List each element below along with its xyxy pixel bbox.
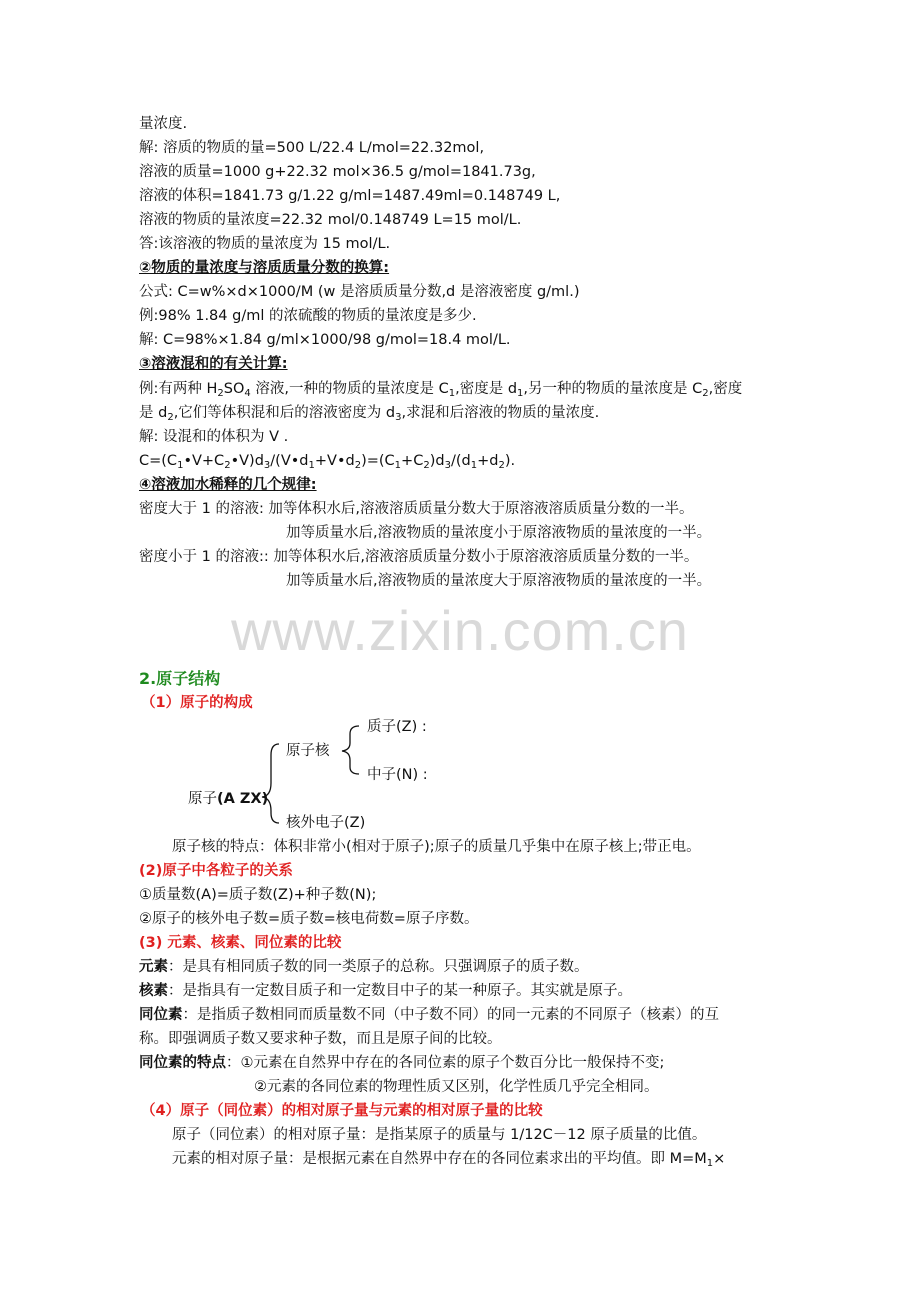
text-line: ②原子的核外电子数=质子数=核电荷数=原子序数。 (139, 911, 479, 927)
text-line: 称。即强调质子数又要求种子数，而且是原子间的比较。 (139, 1031, 502, 1047)
subsection-heading: （1）原子的构成 (141, 695, 253, 711)
text-line: 公式: C=w%×d×1000/M (w 是溶质质量分数,d 是溶液密度 g/ml.) (139, 284, 580, 300)
text-line: 元素的相对原子量：是根据元素在自然界中存在的各同位素求出的平均值。即 $M=M_1\times$ (172, 1151, 726, 1169)
subsection-heading: （4）原子（同位素）的相对原子量与元素的相对原子量的比较 (141, 1103, 543, 1119)
definition-line: 核素：是指具有一定数目质子和一定数目中子的某一种原子。其实就是原子。 (139, 983, 632, 999)
rule-line: 密度大于 1 的溶液: 加等体积水后,溶液溶质质量分数大于原溶液溶质质量分数的一半。 (139, 501, 694, 517)
section-heading: ③溶液混和的有关计算: (139, 356, 288, 372)
definition-line: 同位素：是指质子数相同而质量数不同（中子数不同）的同一元素的不同原子（核素）的互 (139, 1007, 719, 1023)
example-line: 是 $d_2$,它们等体积混和后的溶液密度为 $d_3$,求混和后溶液的物质的量浓度. (139, 405, 600, 423)
neutron-label: 中子(N) : (367, 767, 428, 783)
rule-line: 加等质量水后,溶液物质的量浓度小于原溶液物质的量浓度的一半。 (286, 525, 712, 541)
text-line: 溶液的质量=1000 g+22.32 mol×36.5 g/mol=1841.73g, (139, 164, 536, 180)
text-line: 解: 溶质的物质的量=500 L/22.4 L/mol=22.32mol, (139, 140, 485, 156)
formula-line: $C=(C_1•V+C_2•V)d_3/(V•d_1+V•d_2)=(C_1+C_2)d_3/(d_1+d_2)$. (139, 453, 516, 471)
section-heading: ②物质的量浓度与溶质质量分数的换算: (139, 260, 390, 276)
text-line: 例:98% 1.84 g/ml 的浓硫酸的物质的量浓度是多少. (139, 308, 477, 324)
electron-label: 核外电子(Z) (286, 815, 366, 831)
text-line: 答:该溶液的物质的量浓度为 15 mol/L. (139, 236, 391, 252)
text-line: 解: 设混和的体积为 V . (139, 429, 289, 445)
subsection-heading: (2)原子中各粒子的关系 (139, 863, 293, 879)
subsection-heading: (3) 元素、核素、同位素的比较 (139, 935, 342, 951)
text-line: 原子（同位素）的相对原子量：是指某原子的质量与 1/12C－12 原子质量的比值。 (172, 1127, 707, 1143)
rule-line: 加等质量水后,溶液物质的量浓度大于原溶液物质的量浓度的一半。 (286, 573, 712, 589)
text-line: ①质量数(A)=质子数(Z)+种子数(N); (139, 887, 377, 903)
chapter-title: 2.原子结构 (139, 669, 221, 688)
example-line: 例:有两种 $H_2SO_4$ 溶液,一种的物质的量浓度是 $C_1$,密度是 $d_1$,另一种的物质的量浓度是 $C_2$,密度 (139, 381, 743, 399)
text-line: 原子核的特点：体积非常小(相对于原子);原子的质量几乎集中在原子核上;带正电。 (172, 839, 701, 855)
nucleus-label: 原子核 (286, 743, 330, 759)
section-heading: ④溶液加水稀释的几个规律: (139, 477, 317, 493)
text-line: 溶液的物质的量浓度=22.32 mol/0.148749 L=15 mol/L. (139, 212, 522, 228)
definition-line: 同位素的特点：①元素在自然界中存在的各同位素的原子个数百分比一般保持不变; (139, 1055, 665, 1071)
proton-label: 质子(Z) : (367, 719, 427, 735)
definition-line: 元素：是具有相同质子数的同一类原子的总称。只强调原子的质子数。 (139, 959, 589, 975)
text-line: ②元素的各同位素的物理性质又区别，化学性质几乎完全相同。 (254, 1079, 659, 1095)
rule-line: 密度小于 1 的溶液:: 加等体积水后,溶液溶质质量分数小于原溶液溶质质量分数的一半。 (139, 549, 699, 565)
watermark: www.zixin.com.cn (231, 599, 689, 662)
atom-label: 原子(A ZX) (188, 791, 269, 807)
text-line: 解: C=98%×1.84 g/ml×1000/98 g/mol=18.4 mol/L. (139, 332, 511, 348)
text-line: 量浓度. (139, 116, 188, 132)
text-line: 溶液的体积=1841.73 g/1.22 g/ml=1487.49ml=0.148749 L, (139, 188, 561, 204)
